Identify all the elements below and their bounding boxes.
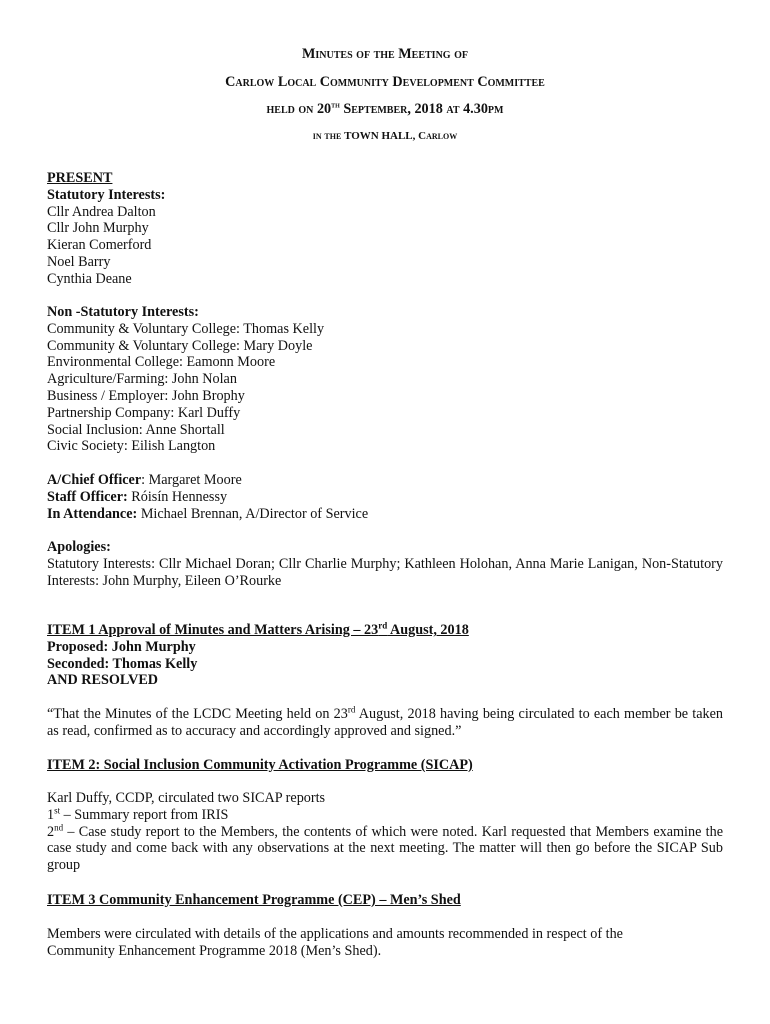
in-attendance-name: Michael Brennan, A/Director of Service — [137, 505, 369, 522]
non-statutory-member: Community & Voluntary College: Mary Doyle — [47, 337, 313, 354]
meeting-date — [0, 101, 770, 118]
item2-line3 — [47, 821, 723, 874]
item2-line3-sup: nd — [54, 821, 64, 832]
non-statutory-heading: Non -Statutory Interests: — [47, 304, 199, 320]
item2-heading-block — [47, 757, 723, 774]
item1-title-date: August, 2018 — [387, 622, 469, 638]
item2-line2-sup: st — [54, 805, 61, 816]
apologies-heading: Apologies: — [47, 539, 111, 555]
present-heading: PRESENT — [47, 170, 113, 186]
resolution-text: “That the Minutes of the LCDC Meeting held on 23 — [47, 706, 348, 722]
statutory-member: Cllr Andrea Dalton — [47, 203, 156, 220]
statutory-member: Cynthia Deane — [47, 270, 132, 287]
chief-officer-label: A/Chief Officer — [47, 472, 142, 488]
item1-resolved: AND RESOLVED — [47, 672, 159, 689]
statutory-heading: Statutory Interests: — [47, 186, 166, 203]
item2-line2-text: – Summary report from IRIS — [60, 806, 229, 823]
staff-officer-label: Staff Officer: — [47, 488, 128, 505]
non-statutory-section — [47, 304, 723, 455]
item1-section — [47, 622, 723, 689]
non-statutory-member: Partnership Company: Karl Duffy — [47, 404, 241, 421]
item1-title — [47, 622, 723, 639]
item2-section — [47, 790, 723, 874]
staff-officer-name: Róisín Hennessy — [127, 488, 228, 505]
in-attendance-label: In Attendance: — [47, 505, 138, 522]
non-statutory-member: Business / Employer: John Brophy — [47, 387, 245, 404]
non-statutory-member: Community & Voluntary College: Thomas Kelly — [47, 320, 325, 337]
statutory-member: Noel Barry — [47, 253, 111, 270]
chief-officer-name: : Margaret Moore — [141, 472, 242, 488]
item2-line2 — [47, 807, 723, 824]
item1-title-text: ITEM 1 Approval of Minutes and Matters Arising – 23 — [47, 622, 379, 638]
staff-officer — [47, 489, 723, 506]
item2-line1: Karl Duffy, CCDP, circulated two SICAP reports — [47, 790, 326, 806]
item1-resolution — [47, 706, 723, 740]
item2-line3-text: – Case study report to the Members, the contents of which were noted. Karl requested that Members examine the case study and come back with any observations at the next meeting. The matter will then go before the SICAP Sub group — [47, 823, 723, 874]
apologies-section — [47, 539, 723, 589]
item1-seconded: Seconded: Thomas Kelly — [47, 655, 198, 672]
meeting-date-sup: th — [331, 99, 340, 110]
venue-prefix: in the — [312, 130, 345, 142]
chief-officer — [47, 472, 723, 489]
committee-title: Carlow Local Community Development Committee — [225, 74, 545, 90]
venue-name: TOWN HALL — [344, 130, 413, 142]
statutory-member: Kieran Comerford — [47, 237, 152, 254]
minutes-title: Minutes of the Meeting of — [302, 46, 468, 62]
non-statutory-member: Civic Society: Eilish Langton — [47, 438, 216, 455]
item3-text: Members were circulated with details of the applications and amounts recommended in respect of the Community Enhancement Programme 2018 (Men’s Shed). — [47, 926, 623, 959]
statutory-member: Cllr John Murphy — [47, 220, 149, 237]
venue-town: , Carlow — [412, 130, 458, 142]
item3-heading-block — [47, 892, 723, 909]
meeting-date-rest: September, 2018 at 4.30pm — [339, 101, 504, 117]
item3-title: ITEM 3 Community Enhancement Programme (CEP) – Men’s Shed — [47, 892, 461, 908]
non-statutory-member: Social Inclusion: Anne Shortall — [47, 421, 225, 438]
in-attendance — [47, 506, 723, 523]
resolution-sup: rd — [347, 704, 356, 715]
item1-title-sup: rd — [378, 620, 388, 631]
meeting-date-text: held on 20 — [266, 101, 332, 117]
item2-line2-num: 1 — [47, 806, 55, 823]
apologies-text: Statutory Interests: Cllr Michael Doran; Cllr Charlie Murphy; Kathleen Holohan, Anna Marie Lanigan, Non-Statutory Interests: John Murphy, Eileen O’Rourke — [47, 555, 723, 589]
present-section — [47, 170, 723, 288]
item2-title: ITEM 2: Social Inclusion Community Activation Programme (SICAP) — [47, 757, 473, 773]
non-statutory-member: Environmental College: Eamonn Moore — [47, 354, 276, 371]
officers-section — [47, 472, 723, 522]
resolution-text-rest: August, 2018 having being circulated to each member be taken as read, confirmed as to accuracy and accordingly approved and signed.” — [47, 706, 723, 739]
non-statutory-member: Agriculture/Farming: John Nolan — [47, 371, 237, 388]
meeting-venue — [0, 128, 770, 145]
item2-line3-num: 2 — [47, 823, 55, 840]
item1-proposed: Proposed: John Murphy — [47, 638, 196, 655]
